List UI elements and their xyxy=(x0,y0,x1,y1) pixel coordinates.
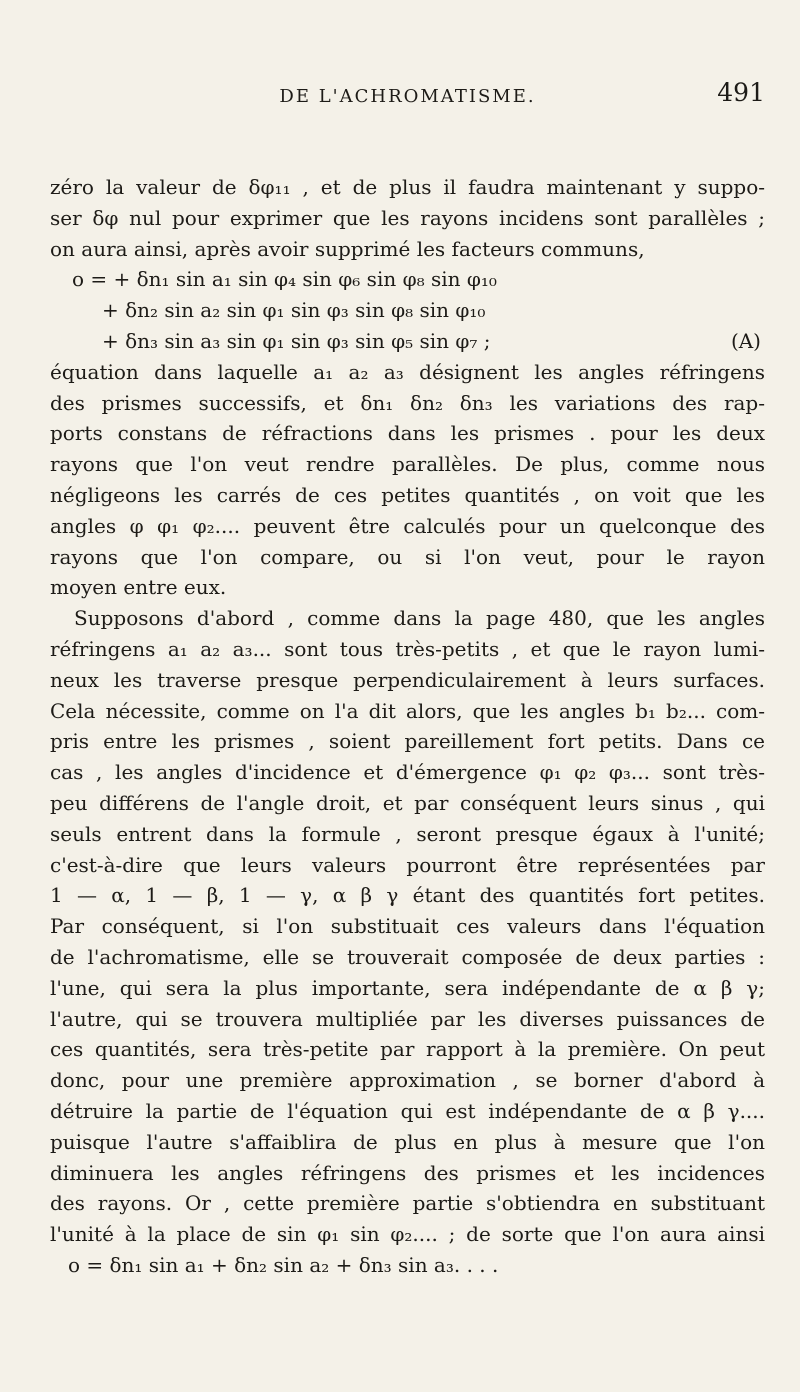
text-line: l'autre, qui se trouvera multipliée par les diverses puissances de xyxy=(50,1006,765,1031)
running-title: DE L'ACHROMATISME. xyxy=(279,86,536,107)
text-line: c'est-à-dire que leurs valeurs pourront être représentées par xyxy=(50,852,765,877)
equation-label: (A) xyxy=(730,328,761,353)
text-line: l'une, qui sera la plus importante, sera indépendante de α β γ; xyxy=(50,975,765,1000)
text-line: angles φ φ₁ φ₂.... peuvent être calculés pour un quelconque des xyxy=(50,513,765,538)
text-line: Par conséquent, si l'on substituait ces valeurs dans l'équation xyxy=(50,914,765,939)
text-line: rayons que l'on compare, ou si l'on veut, pour le rayon xyxy=(50,544,765,569)
text-line: des prismes successifs, et δn₁ δn₂ δn₃ les variations des rap- xyxy=(50,390,765,415)
text-line: seuls entrent dans la formule , seront presque égaux à l'unité; xyxy=(50,821,765,846)
text-line: ces quantités, sera très-petite par rapport à la première. On peut xyxy=(50,1037,765,1062)
text-line: 1 — α, 1 — β, 1 — γ, α β γ étant des quantités fort petites. xyxy=(50,883,765,908)
text-line: Cela nécessite, comme on l'a dit alors, que les angles b₁ b₂... com- xyxy=(50,698,765,723)
body-text xyxy=(50,172,765,1281)
text-line: moyen entre eux. xyxy=(50,575,227,600)
text-line: détruire la partie de l'équation qui est indépendante de α β γ.... xyxy=(50,1098,765,1123)
text-line: négligeons les carrés de ces petites quantités , on voit que les xyxy=(50,482,765,507)
text-line: donc, pour une première approximation , se borner d'abord à xyxy=(50,1068,765,1093)
text-line: diminuera les angles réfringens des prismes et les incidences xyxy=(50,1160,765,1185)
text-line: cas , les angles d'incidence et d'émergence φ₁ φ₂ φ₃... sont très- xyxy=(50,760,765,785)
equation-line: + δn₃ sin a₃ sin φ₁ sin φ₃ sin φ₅ sin φ₇ ; xyxy=(102,328,491,353)
page-number: 491 xyxy=(717,78,765,107)
text-line: neux les traverse presque perpendiculairement à leurs surfaces. xyxy=(50,667,765,692)
text-line: pris entre les prismes , soient pareillement fort petits. Dans ce xyxy=(50,729,765,754)
equation-a xyxy=(50,264,765,356)
running-head xyxy=(50,70,765,110)
text-line: de l'achromatisme, elle se trouverait composée de deux parties : xyxy=(50,944,765,969)
text-line: puisque l'autre s'affaiblira de plus en plus à mesure que l'on xyxy=(50,1129,765,1154)
equation-line: o = + δn₁ sin a₁ sin φ₄ sin φ₆ sin φ₈ sin φ₁₀ xyxy=(72,267,497,292)
text-line: ser δφ nul pour exprimer que les rayons incidens sont parallèles ; xyxy=(50,205,765,230)
paragraph-1 xyxy=(50,357,765,603)
text-line: zéro la valeur de δφ₁₁ , et de plus il faudra maintenant y suppo- xyxy=(50,175,765,199)
equation-line: + δn₂ sin a₂ sin φ₁ sin φ₃ sin φ₈ sin φ₁₀ xyxy=(102,298,486,323)
final-equation: o = δn₁ sin a₁ + δn₂ sin a₂ + δn₃ sin a₃. . . . xyxy=(68,1252,499,1277)
text-line: rayons que l'on veut rendre parallèles. De plus, comme nous xyxy=(50,452,765,477)
equation-line-labeled xyxy=(50,326,765,357)
text-line: ports constans de réfractions dans les prismes . pour les deux xyxy=(50,421,765,446)
paragraph-2 xyxy=(50,603,765,1250)
text-line: Supposons d'abord , comme dans la page 480, que les angles xyxy=(74,606,765,631)
text-line: on aura ainsi, après avoir supprimé les facteurs communs, xyxy=(50,236,645,261)
text-line: l'unité à la place de sin φ₁ sin φ₂.... ; de sorte que l'on aura ainsi xyxy=(50,1222,765,1247)
text-line: réfringens a₁ a₂ a₃... sont tous très-petits , et que le rayon lumi- xyxy=(50,636,765,661)
text-line: équation dans laquelle a₁ a₂ a₃ désignent les angles réfringens xyxy=(50,359,765,384)
text-line: des rayons. Or , cette première partie s'obtiendra en substituant xyxy=(50,1191,765,1216)
text-line: peu différens de l'angle droit, et par conséquent leurs sinus , qui xyxy=(50,790,765,815)
